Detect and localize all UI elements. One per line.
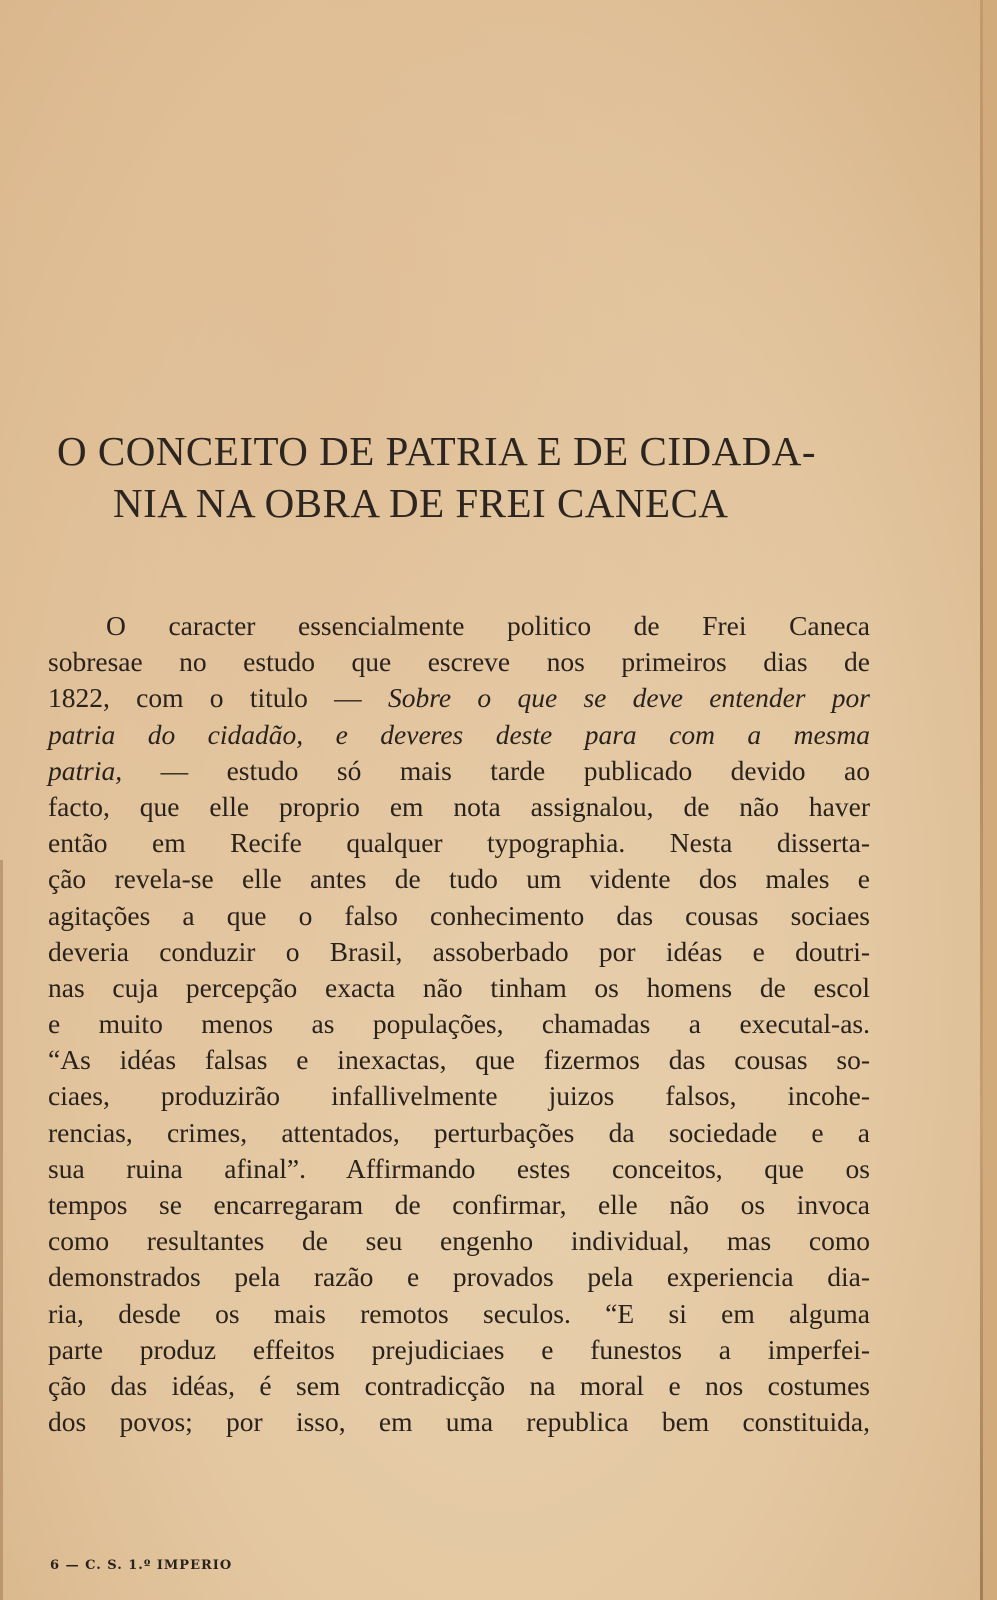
text-line: ciaes, produzirão infallivelmente juizos falsos, incohe- [48,1080,870,1112]
page-edge-right [983,0,997,1600]
text-line: ção revela-se elle antes de tudo um vidente dos males e [48,863,870,895]
text-line: sua ruina afinal”. Affirmando estes conceitos, que os [48,1152,870,1184]
text-line: demonstrados pela razão e provados pela experiencia dia- [48,1261,870,1293]
text-line: deveria conduzir o Brasil, assoberbado por idéas e doutri- [48,935,870,967]
text-line: tempos se encarregaram de confirmar, elle não os invoca [48,1189,870,1220]
text-line: “As idéas falsas e inexactas, que fizermos das cousas so- [48,1044,870,1076]
text-line: rencias, crimes, attentados, perturbações da sociedade e a [48,1116,870,1148]
italic-work-title: patria do cidadão, e deveres deste para com a mesma [48,718,870,750]
text-line: patria, — estudo só mais tarde publicado devido ao [48,754,870,786]
italic-work-title: Sobre o que se deve entender por [387,682,870,714]
italic-work-title: patria, [48,754,123,786]
text-line: como resultantes de seu engenho individual, mas como [48,1225,870,1257]
text-line: sobresae no estudo que escreve nos primeiros dias de [48,646,870,678]
text-line: 1822, com o titulo — Sobre o que se deve entender por [48,682,870,714]
signature-mark: 6 — C. S. 1.º IMPERIO [50,1558,233,1573]
text-line: O caracter essencialmente politico de Frei Caneca [106,610,870,641]
text-line: agitações a que o falso conhecimento das cousas sociaes [48,899,870,931]
text-line: ria, desde os mais remotos seculos. “E si em alguma [48,1297,870,1329]
text-line: e muito menos as populações, chamadas a executal-as. [48,1008,870,1040]
text-line: ção das idéas, é sem contradicção na moral e nos costumes [48,1369,870,1401]
text-line: dos povos; por isso, em uma republica bem constituida, [48,1406,870,1438]
page-edge-shadow [980,0,983,1600]
text-line [48,717,870,753]
page-edge-left [0,860,3,1600]
chapter-title-line-2: NIA NA OBRA DE FREI CANECA [113,480,729,526]
text-line: parte produz effeitos prejudiciaes e funestos a imperfei- [48,1333,870,1365]
text-line: então em Recife qualquer typographia. Nesta disserta- [48,827,870,859]
text-line: nas cuja percepção exacta não tinham os homens de escol [48,971,870,1003]
chapter-title-line-1: O CONCEITO DE PATRIA E DE CIDADA- [57,428,817,474]
text-line: facto, que elle proprio em nota assignalou, de não haver [48,790,870,822]
body-paragraph [48,608,870,1440]
